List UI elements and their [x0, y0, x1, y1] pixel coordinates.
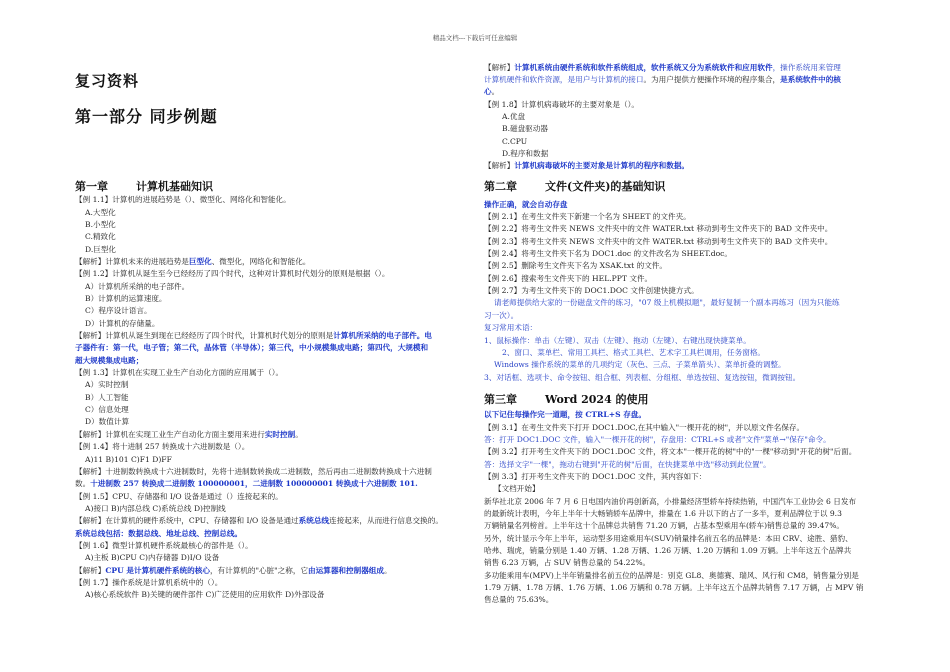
- doc-start-marker: 【文档开始】: [494, 484, 540, 493]
- answer-1-1: 【解析】计算机未来的进展趋势是巨型化、微型化，网络化和智能化。: [75, 257, 311, 266]
- term-3: 3、对话框、选项卡、命令按钮、组合框、列表框、分组框、单选按钮、复选按钮，微调按钮。: [484, 373, 801, 382]
- chapter-name: Word 2024 的使用: [545, 393, 649, 406]
- chapter-name: 计算机基础知识: [136, 180, 213, 193]
- answer-1-2: 【解析】计算机从诞生到现在已经经历了四个时代，计算机时代划分的原则是计算机所采纳的电子部件。电: [75, 331, 432, 340]
- option-d: D）数值计算: [85, 417, 130, 426]
- doc-paragraph: 另外，统计显示今年上半年，运动型多用途乘用车(SUV)销量排名前五名的品牌是：本田 CRV、途胜、猎豹、: [484, 534, 853, 543]
- chapter-1-heading: [75, 178, 213, 194]
- question-1-4: 【例 1.4】将十进制 257 转换成十六进制数是（）。: [75, 442, 250, 451]
- note-ctrl-s: 以下记住每操作完一道题，按 CTRL+S 存盘。: [484, 410, 646, 419]
- option-c: C.CPU: [502, 137, 528, 146]
- question-1-6: 【例 1.6】微型计算机硬件系统最核心的部件是（）。: [75, 541, 253, 550]
- question-2-4: 【例 2.4】将考生文件夹下名为 DOC1.doc 的文件改名为 SHEET.doc。: [484, 249, 733, 258]
- answer-1-7-cont: 心。: [484, 87, 500, 96]
- option-d: D.程序和数据: [502, 149, 549, 158]
- answer-1-6: 【解析】CPU 是计算机硬件系统的核心，有计算机的"心脏"之称，它由运算器和控制器组成。: [75, 566, 392, 575]
- note-autosave: 操作正确，就会自动存盘: [484, 200, 568, 209]
- doc-paragraph: 新华社北京 2006 年 7 月 6 日电国内油价再创新高，小排量经济型轿车持续热销，中国汽车工业协会 6 日发布: [484, 497, 857, 506]
- option-a: A）计算机所采纳的电子部件。: [85, 282, 190, 291]
- chapter-2-heading: [484, 178, 665, 194]
- option-c: C）信息处理: [85, 405, 129, 414]
- practice-note: 请老师提供给大家的一份磁盘文件的练习，"07 级上机模拟题"，最好复制一个副本再练习（因为只能练: [494, 298, 840, 307]
- answer-3-2: 答：选择文字"一棵"，拖动右键到"开花的树"后面，在快捷菜单中选"移动到此位置"。: [484, 460, 771, 469]
- option-a: A.大型化: [85, 208, 116, 217]
- doc-paragraph: 的最新统计表明，今年上半年十大畅销轿车品牌中，排量在 1.6 升以下的占了一多半，夏利品牌位于以 9.3: [484, 509, 842, 518]
- part-title: 第一部分 同步例题: [75, 107, 218, 126]
- question-2-7: 【例 2.7】为考生文件夹下的 DOC1.DOC 文件创建快捷方式。: [484, 286, 699, 295]
- option-d: D.巨型化: [85, 245, 117, 254]
- question-3-3: 【例 3.3】打开考生文件夹下的 DOC1.DOC 文件，其内容如下：: [484, 472, 707, 481]
- doc-paragraph: 多功能乘用车(MPV)上半年销量排名前五位的品牌是：别克 GL8、奥德赛、瑞风、风行和 CM8，销售量分别是: [484, 571, 859, 580]
- term-2: 2、窗口、菜单栏、常用工具栏、格式工具栏、艺术字工具栏调用，任务窗格。: [502, 348, 766, 357]
- chapter-number: 第二章: [484, 180, 517, 193]
- term-2-note: Windows 操作系统的菜单的几项约定（灰色、三点、子菜单箭头）、菜单折叠的调整。: [494, 360, 786, 369]
- question-2-6: 【例 2.6】搜索考生文件夹下的 HEL.PPT 文件。: [484, 274, 653, 283]
- doc-paragraph: 1.79 万辆、1.78 万辆、1.76 万辆、1.06 万辆和 0.78 万辆。上半年这五个品牌共销售 7.17 万辆，占 MPV 销: [484, 583, 864, 592]
- question-1-3: 【例 1.3】计算机在实现工业生产自动化方面的应用属于（）。: [75, 368, 284, 377]
- chapter-number: 第三章: [484, 393, 517, 406]
- question-1-5: 【例 1.5】CPU、存储器和 I/O 设备是通过（）连接起来的。: [75, 492, 283, 501]
- options-1-6: A)主板 B)CPU C)内存储器 D)I/O 设备: [85, 553, 220, 562]
- option-a: A.优盘: [502, 112, 526, 121]
- answer-1-4-cont: 数。十进制数 257 转换成二进制数 100000001，二进制数 100000001 转换成十六进制数 101.: [75, 479, 418, 488]
- question-2-5: 【例 2.5】删除考生文件夹下名为 XSAK.txt 的文件。: [484, 261, 667, 270]
- answer-1-2-cont: 子器件有：第一代，电子管；第二代，晶体管（半导体）；第三代，中小规模集成电路；第四代，大规模和: [75, 343, 429, 352]
- doc-paragraph: 万辆销量名列榜首。上半年这十个品牌总共销售 71.20 万辆，占基本型乘用车(轿车)销售总量的 39.47%。: [484, 521, 845, 530]
- answer-1-2-cont: 超大规模集成电路；: [75, 356, 144, 365]
- option-a: A）实时控制: [85, 380, 129, 389]
- question-1-8: 【例 1.8】计算机病毒破坏的主要对象是（）。: [484, 100, 639, 109]
- question-2-2: 【例 2.2】将考生文件夹 NEWS 文件夹中的文件 WATER.txt 移动到考生文件夹下的 BAD 文件夹中。: [484, 224, 833, 233]
- question-1-1: 【例 1.1】计算机的进展趋势是（）、微型化、网络化和智能化。: [75, 195, 291, 204]
- question-1-2: 【例 1.2】计算机从诞生至今已经经历了四个时代，这种对计算机时代划分的原则是根据（）。: [75, 269, 390, 278]
- terms-heading: 复习常用术语：: [484, 323, 538, 332]
- options-1-7: A)核心系统软件 B)关键的硬件部件 C)广泛使用的应用软件 D)外部设备: [85, 590, 325, 599]
- doc-paragraph: 售总量的 75.63%。: [484, 595, 554, 604]
- answer-3-1: 答：打开 DOC1.DOC 文件，输入"一棵开花的树"，存盘用：CTRL+S 或者"文件"菜单→"保存"命令。: [484, 435, 831, 444]
- answer-1-8: 【解析】计算机病毒破坏的主要对象是计算机的程序和数据。: [484, 161, 690, 170]
- answer-1-5: 【解析】在计算机的硬件系统中，CPU、存储器和 I/O 设备是通过系统总线连接起来，从而进行信息交换的。: [75, 516, 443, 525]
- option-b: B）人工智能: [85, 393, 129, 402]
- options-1-4: A)11 B)101 C)F1 D)FF: [85, 455, 172, 464]
- option-b: B.小型化: [85, 220, 116, 229]
- chapter-3-heading: [484, 391, 649, 407]
- answer-1-7: 【解析】计算机系统由硬件系统和软件系统组成，软件系统又分为系统软件和应用软件，操作系统用来管理: [484, 63, 841, 72]
- question-3-2: 【例 3.2】打开考生文件夹下的 DOC1.DOC 文件，将文本"一棵开花的树"中的"一棵"移动到"开花的树"后面。: [484, 447, 857, 456]
- options-1-5: A)接口 B)内部总线 C)系统总线 D)控制线: [85, 504, 226, 513]
- term-1: 1、鼠标操作：单击（左键）、双击（左键）、拖动（左键）、右键出现快捷菜单。: [484, 336, 751, 345]
- page-header: 精品文档---下载后可任意编辑: [432, 34, 518, 42]
- answer-1-3: 【解析】计算机在实现工业生产自动化方面主要用来进行实时控制。: [75, 430, 303, 439]
- question-1-7: 【例 1.7】操作系统是计算机系统中的（）。: [75, 578, 223, 587]
- answer-1-4: 【解析】十进制数转换成十六进制数时，先将十进制数转换成二进制数，然后再由二进制数转换成十六进制: [75, 467, 432, 476]
- chapter-number: 第一章: [75, 180, 108, 193]
- question-2-1: 【例 2.1】在考生文件夹下新建一个名为 SHEET 的文件夹。: [484, 212, 691, 221]
- option-b: B）计算机的运算速度。: [85, 294, 167, 303]
- doc-title: 复习资料: [75, 72, 140, 90]
- doc-paragraph: 哈弗、瑞虎，销量分别是 1.40 万辆、1.28 万辆、1.26 万辆、1.20 万辆和 1.09 万辆。上半年这五个品牌共: [484, 546, 852, 555]
- question-2-3: 【例 2.3】将考生文件夹 NEWS 文件夹中的文件 WATER.txt 移动到考生文件夹下的 BAD 文件夹中。: [484, 237, 833, 246]
- answer-1-5-cont: 系统总线包括：数据总线、地址总线、控制总线。: [75, 529, 243, 538]
- question-3-1: 【例 3.1】在考生文件夹下打开 DOC1.DOC,在其中输入"一棵开花的树"，并以原文件名保存。: [484, 423, 805, 432]
- option-b: B.磁盘驱动器: [502, 124, 548, 133]
- chapter-name: 文件(文件夹)的基础知识: [545, 180, 666, 193]
- practice-note-cont: 习一次）。: [484, 311, 519, 320]
- answer-1-7-cont: 计算机硬件和软件资源，是用户与计算机的接口。为用户提供方便操作环境的程序集合，是系统软件中的核: [484, 75, 841, 84]
- doc-paragraph: 销售 6.23 万辆，占 SUV 销售总量的 54.22%。: [484, 558, 651, 567]
- option-d: D）计算机的存储量。: [85, 319, 160, 328]
- option-c: C）程序设计语言。: [85, 306, 152, 315]
- option-c: C.精致化: [85, 232, 116, 241]
